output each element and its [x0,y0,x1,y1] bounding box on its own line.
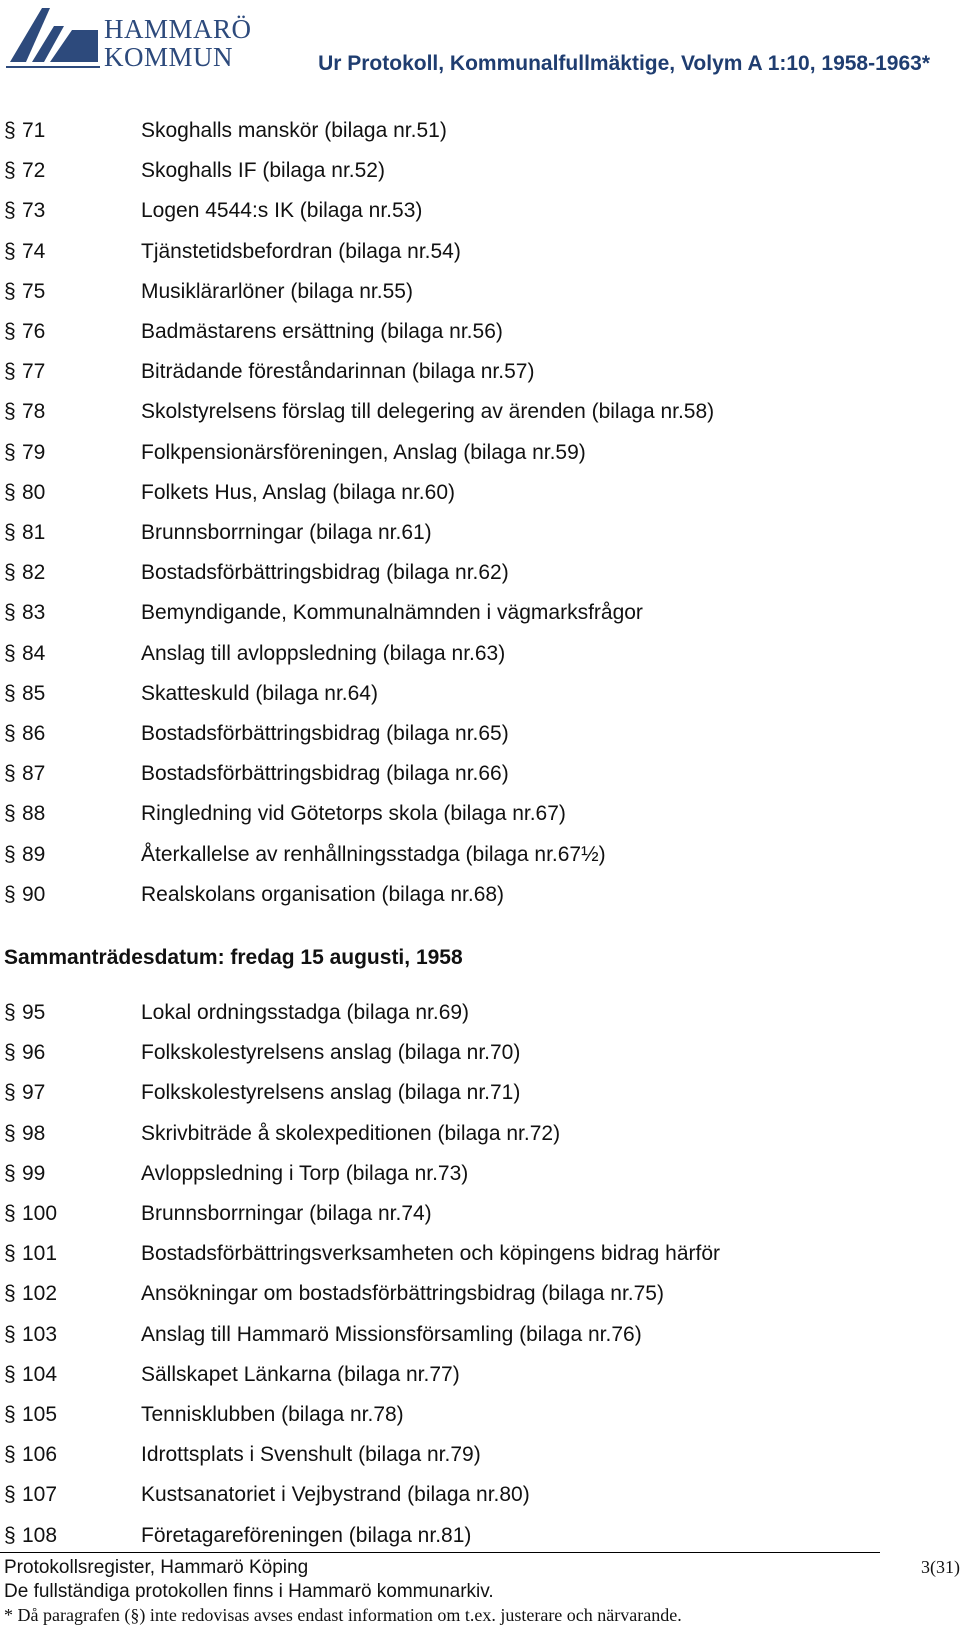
list-item [0,1119,960,1149]
page-number: 3(31) [921,1557,960,1577]
list-item [0,558,960,588]
list-item [0,1279,960,1309]
footer-archive-note: De fullständiga protokollen finns i Hammarö kommunarkiv. [4,1581,494,1602]
paragraph-number: 107 [22,1483,58,1507]
list-item [0,1440,960,1470]
hammaro-kommun-logo-icon [6,4,102,70]
paragraph-number: 89 [22,842,46,866]
paragraph-number: 104 [22,1362,58,1386]
section-symbol: § [4,320,16,343]
section-symbol: § [4,199,16,223]
section-symbol: § [4,480,16,504]
paragraph-title: Skoghalls IF (bilaga nr.52) [141,159,385,183]
list-item [0,1199,960,1229]
paragraph-title: Skoghalls manskör (bilaga nr.51) [141,119,447,142]
section-symbol: § [4,1322,16,1346]
paragraph-number: 98 [22,1121,46,1145]
section-symbol: § [4,1443,16,1467]
section-symbol: § [4,802,16,826]
section-symbol: § [4,1121,16,1145]
section-symbol: § [4,882,16,906]
list-item [0,277,960,307]
paragraph-number: 78 [22,400,46,424]
list-item [0,1239,960,1269]
paragraph-number: 108 [22,1523,58,1547]
section-symbol: § [4,561,16,585]
paragraph-number: 84 [22,641,46,665]
paragraph-number: 100 [22,1202,58,1225]
section-symbol: § [4,722,16,745]
paragraph-title: Kustsanatoriet i Vejbystrand (bilaga nr.80) [141,1483,530,1507]
paragraph-title: Folkets Hus, Anslag (bilaga nr.60) [141,480,455,504]
paragraph-title: Skatteskuld (bilaga nr.64) [141,681,378,705]
section-symbol: § [4,1483,16,1507]
list-item [0,1038,960,1068]
paragraph-number: 90 [22,882,46,906]
paragraph-number: 101 [22,1242,58,1266]
paragraph-number: 106 [22,1443,58,1467]
paragraph-title: Bostadsförbättringsverksamheten och köpingens bidrag härför [141,1242,720,1266]
list-item [0,759,960,789]
list-item [0,1360,960,1390]
section-symbol: § [4,641,16,665]
paragraph-number: 85 [22,681,46,705]
list-item [0,156,960,186]
paragraph-number: 73 [22,199,46,223]
paragraph-number: 74 [22,239,46,263]
section-symbol: § [4,681,16,705]
list-item [0,1521,960,1551]
paragraph-title: Brunnsborrningar (bilaga nr.61) [141,521,432,544]
section-symbol: § [4,1282,16,1306]
paragraph-title: Skolstyrelsens förslag till delegering av ärenden (bilaga nr.58) [141,400,715,424]
paragraph-title: Tennisklubben (bilaga nr.78) [141,1403,404,1426]
paragraph-title: Anslag till avloppsledning (bilaga nr.63) [141,641,506,665]
list-item [0,438,960,468]
section-symbol: § [4,1523,16,1547]
section-symbol: § [4,440,16,464]
paragraph-number: 83 [22,601,46,625]
footer-register-name: Protokollsregister, Hammarö Köping [4,1557,309,1578]
paragraph-title: Folkskolestyrelsens anslag (bilaga nr.70) [141,1041,521,1065]
paragraph-number: 76 [22,320,46,343]
paragraph-number: 86 [22,722,46,745]
paragraph-title: Realskolans organisation (bilaga nr.68) [141,882,505,906]
paragraph-title: Brunnsborrningar (bilaga nr.74) [141,1202,432,1225]
footer-footnote: * Då paragrafen (§) inte redovisas avses endast information om t.ex. justerare och närvarande. [4,1605,682,1625]
paragraph-title: Skrivbiträde å skolexpeditionen (bilaga nr.72) [141,1121,561,1145]
paragraph-title: Folkpensionärsföreningen, Anslag (bilaga nr.59) [141,440,586,464]
paragraph-number: 71 [22,119,46,142]
list-item [0,598,960,628]
paragraph-number: 80 [22,480,46,504]
list-item [0,998,960,1028]
section-symbol: § [4,601,16,625]
paragraph-number: 75 [22,279,46,303]
paragraph-number: 96 [22,1041,46,1065]
section-symbol: § [4,842,16,866]
section-symbol: § [4,521,16,544]
section-symbol: § [4,1362,16,1386]
list-item [0,880,960,910]
paragraph-title: Återkallelse av renhållningsstadga (bilaga nr.67½) [141,842,606,866]
paragraph-number: 105 [22,1403,58,1426]
paragraph-title: Bemyndigande, Kommunalnämnden i vägmarksfrågor [141,601,643,625]
section-symbol: § [4,762,16,786]
paragraph-number: 95 [22,1001,46,1024]
footer-divider [0,1552,880,1553]
paragraph-title: Bostadsförbättringsbidrag (bilaga nr.66) [141,762,509,786]
paragraph-number: 99 [22,1161,46,1185]
paragraph-number: 82 [22,561,46,585]
section-symbol: § [4,1202,16,1225]
section-symbol: § [4,279,16,303]
paragraph-title: Bostadsförbättringsbidrag (bilaga nr.65) [141,722,509,745]
logo-name-line2: KOMMUN [104,42,234,72]
section-symbol: § [4,1242,16,1266]
paragraph-number: 97 [22,1081,46,1105]
paragraph-title: Musiklärarlöner (bilaga nr.55) [141,279,413,303]
paragraph-title: Avloppsledning i Torp (bilaga nr.73) [141,1161,469,1185]
paragraph-title: Biträdande föreståndarinnan (bilaga nr.57) [141,360,535,384]
list-item [0,478,960,508]
list-item [0,397,960,427]
paragraph-number: 88 [22,802,46,826]
meeting-date-heading: Sammanträdesdatum: fredag 15 augusti, 1958 [4,946,463,969]
paragraph-number: 102 [22,1282,58,1306]
paragraph-title: Logen 4544:s IK (bilaga nr.53) [141,199,423,223]
section-symbol: § [4,1041,16,1065]
section-symbol: § [4,119,16,142]
list-item [0,237,960,267]
paragraph-number: 72 [22,159,46,183]
hammaro-kommun-logo [6,4,252,74]
paragraph-title: Anslag till Hammarö Missionsförsamling (bilaga nr.76) [141,1322,642,1346]
document-title: Ur Protokoll, Kommunalfullmäktige, Volym A 1:10, 1958-1963* [318,52,930,75]
paragraph-title: Lokal ordningsstadga (bilaga nr.69) [141,1001,470,1024]
paragraph-title: Ringledning vid Götetorps skola (bilaga nr.67) [141,802,566,826]
list-item [0,1480,960,1510]
paragraph-title: Ansökningar om bostadsförbättringsbidrag (bilaga nr.75) [141,1282,664,1306]
list-item [0,679,960,709]
list-item [0,719,960,749]
paragraph-number: 79 [22,440,46,464]
section-symbol: § [4,360,16,384]
paragraph-number: 103 [22,1322,58,1346]
list-item [0,840,960,870]
list-item [0,357,960,387]
paragraph-title: Sällskapet Länkarna (bilaga nr.77) [141,1362,460,1386]
list-item [0,639,960,669]
section-symbol: § [4,400,16,424]
list-item [0,116,960,146]
paragraph-title: Folkskolestyrelsens anslag (bilaga nr.71) [141,1081,521,1105]
logo-name-line1: HAMMARÖ [104,14,252,44]
list-item [0,1320,960,1350]
section-symbol: § [4,1001,16,1024]
paragraph-title: Bostadsförbättringsbidrag (bilaga nr.62) [141,561,509,585]
paragraph-number: 77 [22,360,46,384]
paragraph-title: Företagareföreningen (bilaga nr.81) [141,1523,472,1547]
paragraph-title: Idrottsplats i Svenshult (bilaga nr.79) [141,1443,481,1467]
section-symbol: § [4,1081,16,1105]
list-item [0,317,960,347]
section-symbol: § [4,1403,16,1426]
list-item [0,1159,960,1189]
section-symbol: § [4,1161,16,1185]
section-symbol: § [4,239,16,263]
section-symbol: § [4,159,16,183]
paragraph-number: 81 [22,521,46,544]
list-item [0,518,960,548]
paragraph-title: Tjänstetidsbefordran (bilaga nr.54) [141,239,461,263]
list-item [0,1078,960,1108]
paragraph-title: Badmästarens ersättning (bilaga nr.56) [141,320,503,343]
list-item [0,196,960,226]
list-item [0,1400,960,1430]
list-item [0,799,960,829]
paragraph-number: 87 [22,762,46,786]
